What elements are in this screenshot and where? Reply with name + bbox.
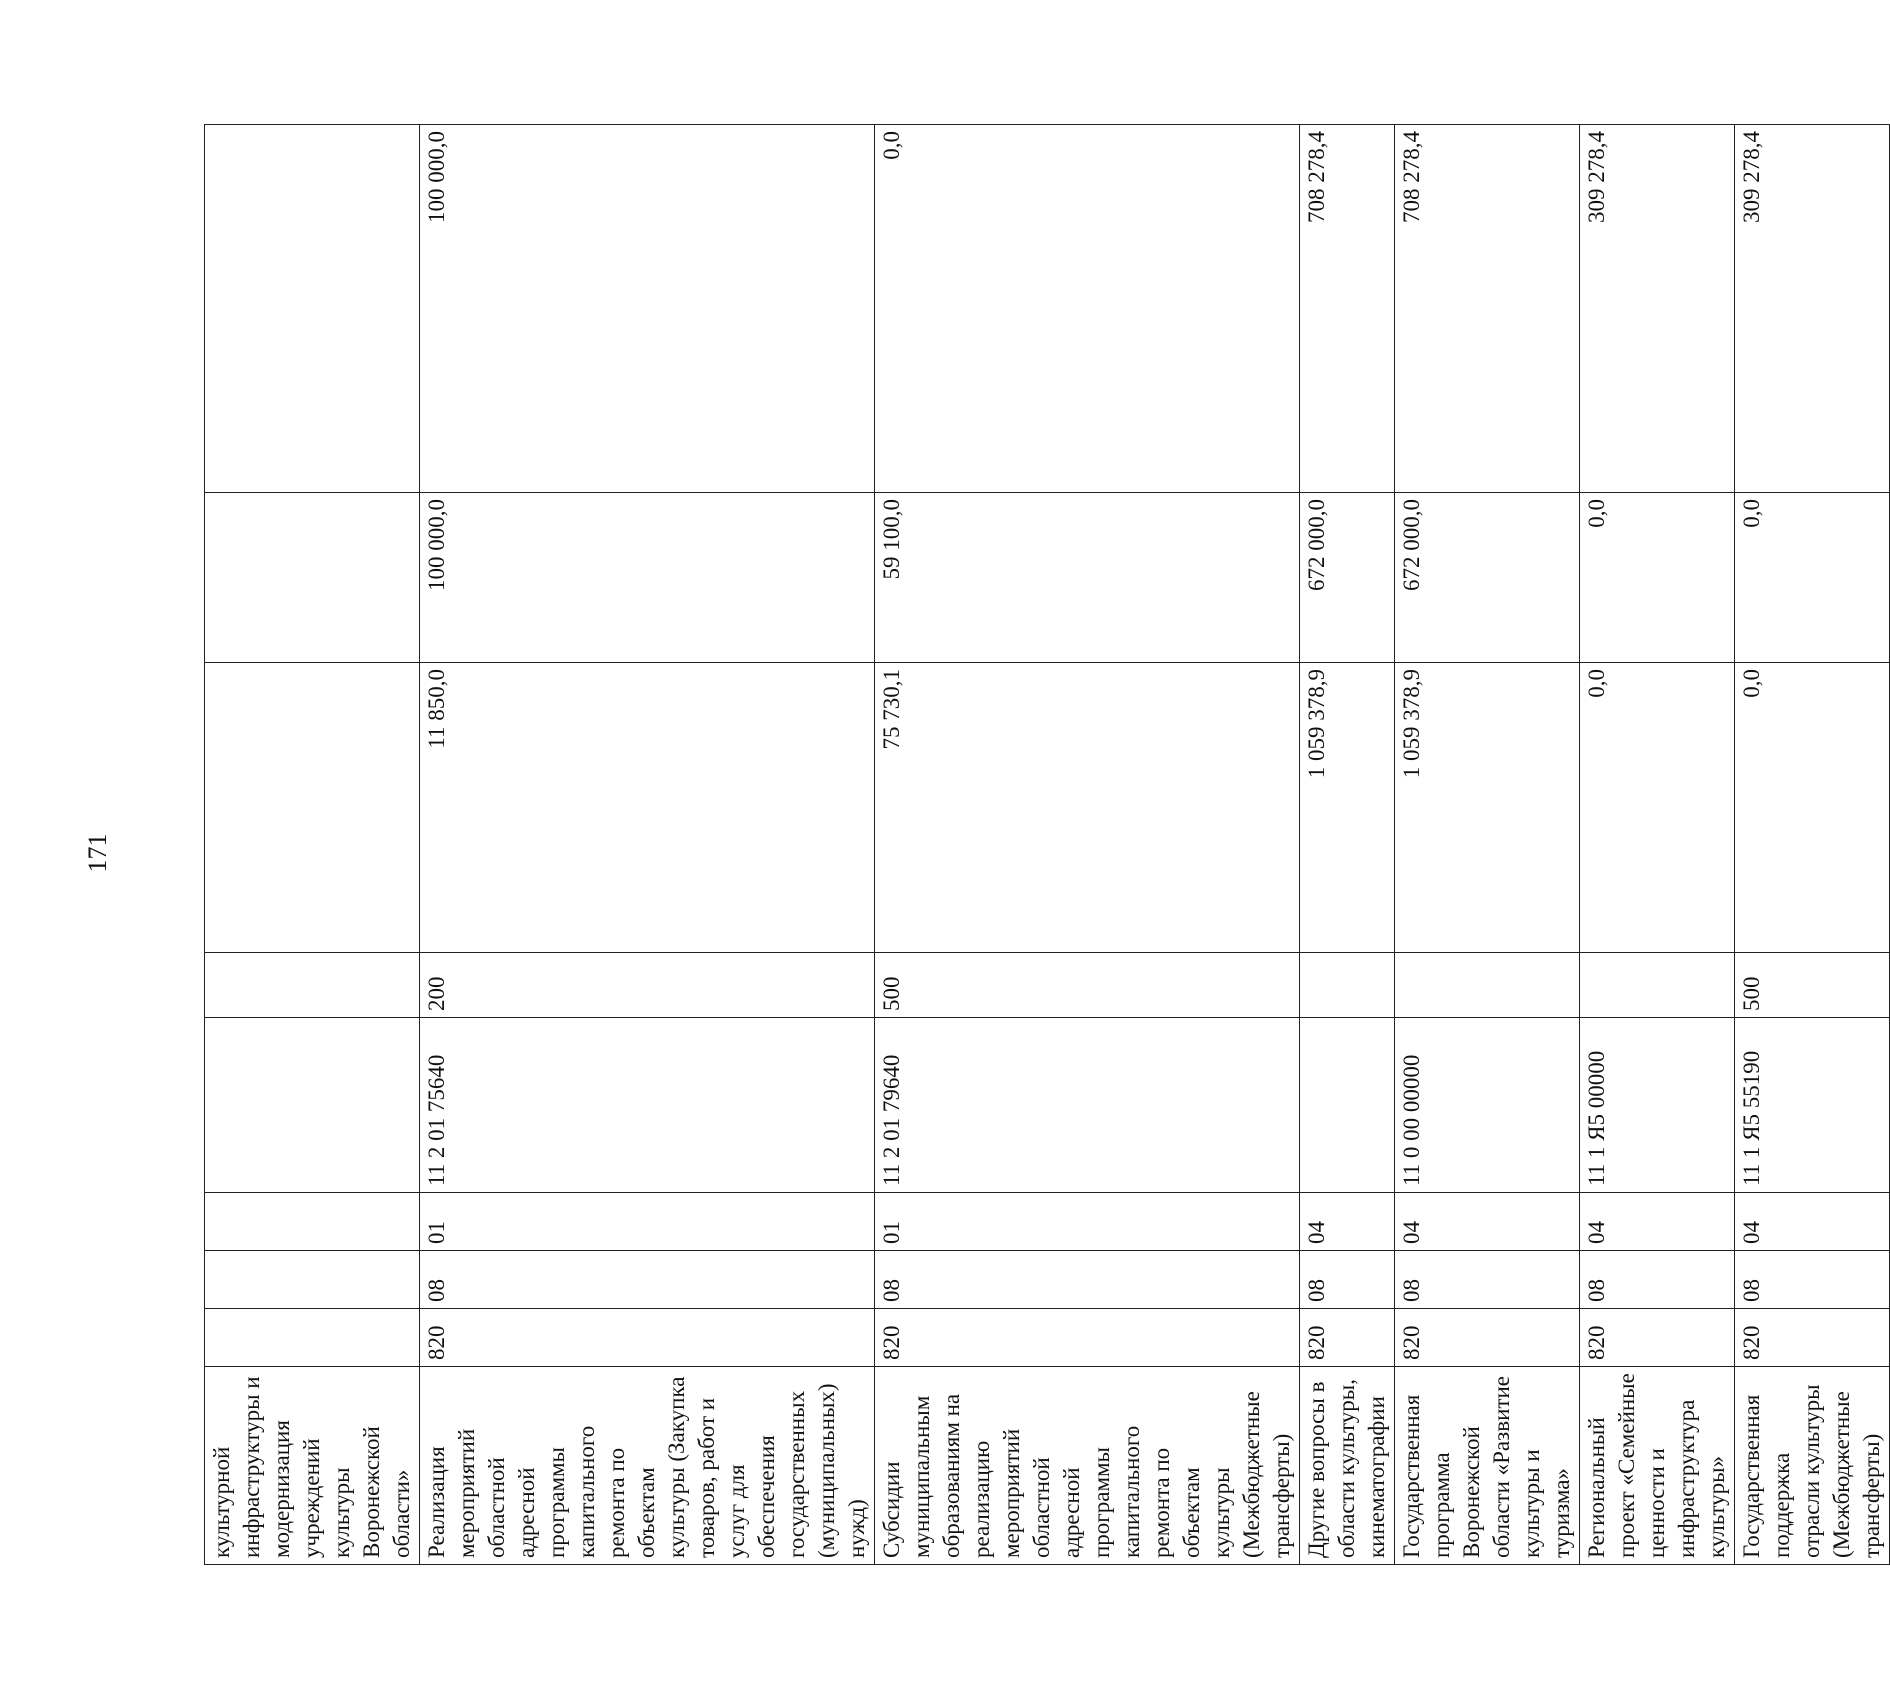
expense-type-cell: 500 bbox=[1735, 953, 1890, 1018]
table-row bbox=[875, 125, 1300, 1565]
section-cell: 08 bbox=[1300, 1251, 1395, 1309]
table-row bbox=[1580, 125, 1735, 1565]
admin-code-cell: 820 bbox=[1580, 1309, 1735, 1367]
target-article-cell: 11 2 01 75640 bbox=[420, 1018, 875, 1193]
target-article-cell: 11 1 Я5 00000 bbox=[1580, 1018, 1735, 1193]
table-row bbox=[1735, 125, 1890, 1565]
table-row bbox=[1395, 125, 1580, 1565]
amount-cell-1: 0,0 bbox=[1580, 663, 1735, 953]
table-row bbox=[1300, 125, 1395, 1565]
section-cell: 08 bbox=[420, 1251, 875, 1309]
expense-type-cell: 200 bbox=[420, 953, 875, 1018]
subsection-cell: 01 bbox=[420, 1193, 875, 1251]
row-name-cell: Субсидии муниципальным образованиям на реализацию мероприятий областной адресной программы капитального ремонта по объектам культуры (Межбюджетные трансферты) bbox=[875, 1367, 1300, 1565]
section-cell: 08 bbox=[875, 1251, 1300, 1309]
section-cell: 08 bbox=[1735, 1251, 1890, 1309]
amount-cell-1: 1 059 378,9 bbox=[1300, 663, 1395, 953]
table-row bbox=[205, 125, 420, 1565]
amount-cell-3: 100 000,0 bbox=[420, 125, 875, 493]
amount-cell-3 bbox=[205, 125, 420, 493]
subsection-cell: 04 bbox=[1395, 1193, 1580, 1251]
amount-cell-2: 0,0 bbox=[1580, 493, 1735, 663]
target-article-cell: 11 1 Я5 55190 bbox=[1735, 1018, 1890, 1193]
amount-cell-3: 309 278,4 bbox=[1580, 125, 1735, 493]
budget-table bbox=[204, 124, 1890, 1565]
target-article-cell: 11 2 01 79640 bbox=[875, 1018, 1300, 1193]
amount-cell-1: 11 850,0 bbox=[420, 663, 875, 953]
amount-cell-2: 672 000,0 bbox=[1300, 493, 1395, 663]
target-article-cell: 11 0 00 00000 bbox=[1395, 1018, 1580, 1193]
amount-cell-1: 0,0 bbox=[1735, 663, 1890, 953]
row-name-cell: Другие вопросы в области культуры, кинематографии bbox=[1300, 1367, 1395, 1565]
row-name-cell: культурной инфраструктуры и модернизация учреждений культуры Воронежской области» bbox=[205, 1367, 420, 1565]
rotated-table-frame bbox=[204, 125, 1884, 1565]
target-article-cell bbox=[1300, 1018, 1395, 1193]
row-name-cell: Государственная поддержка отрасли культуры (Межбюджетные трансферты) bbox=[1735, 1367, 1890, 1565]
expense-type-cell bbox=[205, 953, 420, 1018]
subsection-cell: 01 bbox=[875, 1193, 1300, 1251]
expense-type-cell: 500 bbox=[875, 953, 1300, 1018]
admin-code-cell bbox=[205, 1309, 420, 1367]
row-name-cell: Реализация мероприятий областной адресной программы капитального ремонта по объектам культуры (Закупка товаров, работ и услуг для обеспечения государственных (муниципальных) нужд) bbox=[420, 1367, 875, 1565]
amount-cell-2: 0,0 bbox=[1735, 493, 1890, 663]
expense-type-cell bbox=[1580, 953, 1735, 1018]
amount-cell-1: 75 730,1 bbox=[875, 663, 1300, 953]
row-name-cell: Государственная программа Воронежской области «Развитие культуры и туризма» bbox=[1395, 1367, 1580, 1565]
amount-cell-2: 672 000,0 bbox=[1395, 493, 1580, 663]
amount-cell-2 bbox=[205, 493, 420, 663]
admin-code-cell: 820 bbox=[875, 1309, 1300, 1367]
amount-cell-3: 708 278,4 bbox=[1395, 125, 1580, 493]
target-article-cell bbox=[205, 1018, 420, 1193]
admin-code-cell: 820 bbox=[1395, 1309, 1580, 1367]
amount-cell-3: 0,0 bbox=[875, 125, 1300, 493]
section-cell bbox=[205, 1251, 420, 1309]
subsection-cell: 04 bbox=[1735, 1193, 1890, 1251]
section-cell: 08 bbox=[1580, 1251, 1735, 1309]
amount-cell-2: 100 000,0 bbox=[420, 493, 875, 663]
row-name-cell: Региональный проект «Семейные ценности и инфраструктура культуры» bbox=[1580, 1367, 1735, 1565]
table-row bbox=[420, 125, 875, 1565]
page-number: 171 bbox=[83, 833, 112, 873]
admin-code-cell: 820 bbox=[420, 1309, 875, 1367]
amount-cell-3: 309 278,4 bbox=[1735, 125, 1890, 493]
admin-code-cell: 820 bbox=[1735, 1309, 1890, 1367]
amount-cell-1 bbox=[205, 663, 420, 953]
admin-code-cell: 820 bbox=[1300, 1309, 1395, 1367]
amount-cell-1: 1 059 378,9 bbox=[1395, 663, 1580, 953]
subsection-cell bbox=[205, 1193, 420, 1251]
expense-type-cell bbox=[1395, 953, 1580, 1018]
expense-type-cell bbox=[1300, 953, 1395, 1018]
amount-cell-2: 59 100,0 bbox=[875, 493, 1300, 663]
subsection-cell: 04 bbox=[1580, 1193, 1735, 1251]
section-cell: 08 bbox=[1395, 1251, 1580, 1309]
subsection-cell: 04 bbox=[1300, 1193, 1395, 1251]
amount-cell-3: 708 278,4 bbox=[1300, 125, 1395, 493]
